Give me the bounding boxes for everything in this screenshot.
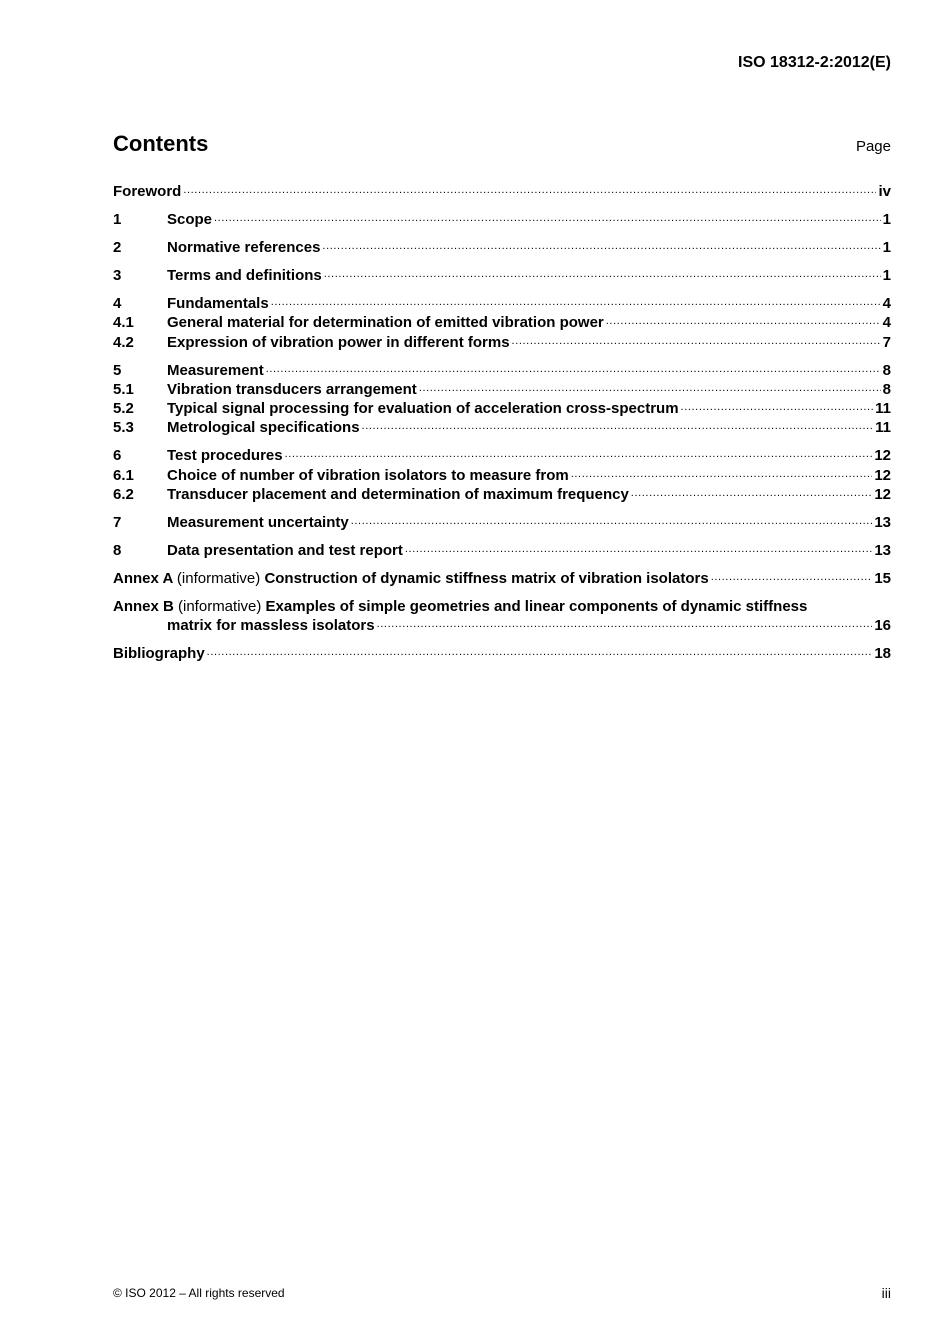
- copyright-notice: © ISO 2012 – All rights reserved: [113, 1286, 285, 1300]
- toc-entry[interactable]: [113, 182, 891, 201]
- toc-entry-number: 5: [113, 361, 122, 379]
- toc-entry-title: Vibration transducers arrangement: [167, 380, 417, 398]
- toc-entry[interactable]: [113, 380, 891, 399]
- toc-entry[interactable]: [113, 418, 891, 437]
- toc-entry-title: Expression of vibration power in different forms: [167, 333, 510, 351]
- dot-leader: [377, 618, 873, 630]
- toc-entry-number: 7: [113, 513, 122, 531]
- toc-entry-title: Foreword: [113, 183, 182, 200]
- toc-entry-page: 12: [874, 485, 891, 503]
- toc-entry[interactable]: [113, 513, 891, 532]
- toc-entry-title: Normative references: [167, 238, 321, 256]
- toc-entry-page: 4: [882, 294, 891, 312]
- toc-entry[interactable]: [113, 466, 891, 485]
- toc-entry[interactable]: [113, 333, 891, 352]
- toc-entry-number: 4.2: [113, 333, 134, 351]
- annex-label: Annex B: [113, 597, 174, 615]
- toc-entry-title: Measurement uncertainty: [167, 513, 349, 531]
- dot-leader: [405, 543, 872, 555]
- toc-entry-title: Fundamentals: [167, 294, 269, 312]
- toc-entry-number: 6.2: [113, 485, 134, 503]
- dot-leader: [362, 420, 874, 432]
- toc-entry-title: Transducer placement and determination of maximum frequency: [167, 485, 629, 503]
- toc-entry-page: 1: [882, 266, 891, 284]
- toc-entry[interactable]: [113, 210, 891, 229]
- toc-entry-bibliography[interactable]: [113, 644, 891, 663]
- toc-entry-page: 1: [882, 210, 891, 228]
- toc-entry-number: 1: [113, 210, 122, 228]
- toc-entry-page: 8: [882, 361, 891, 379]
- toc-entry-page: 18: [874, 645, 891, 663]
- annex-title: Examples of simple geometries and linear components of dynamic stiffness: [265, 597, 808, 615]
- toc-entry-title: Scope: [167, 210, 213, 228]
- toc-entry-page: 13: [874, 513, 891, 531]
- dot-leader: [711, 571, 873, 583]
- annex-second-line: [113, 616, 891, 635]
- contents-header: [113, 131, 891, 161]
- dot-leader: [512, 335, 881, 347]
- toc-entry[interactable]: [113, 313, 891, 332]
- toc-entry-title: Test procedures: [167, 447, 283, 465]
- toc-entry[interactable]: [113, 294, 891, 313]
- toc-entry-number: 5.3: [113, 419, 134, 437]
- toc-entry[interactable]: [113, 446, 891, 465]
- dot-leader: [681, 401, 874, 413]
- toc-entry-page: 1: [882, 238, 891, 256]
- toc-entry-page: 12: [874, 447, 891, 465]
- dot-leader: [571, 468, 873, 480]
- document-id: ISO 18312-2:2012(E): [738, 54, 891, 71]
- toc-entry-title: Measurement: [167, 361, 264, 379]
- dot-leader: [324, 268, 881, 280]
- toc-entry-page: 8: [882, 380, 891, 398]
- toc-entry-page: 4: [882, 314, 891, 332]
- dot-leader: [606, 315, 881, 327]
- toc-entry-page: 15: [874, 569, 891, 587]
- dot-leader: [214, 212, 881, 224]
- toc-entry-page: iv: [878, 183, 891, 200]
- toc-entry-number: 8: [113, 541, 122, 559]
- toc-entry-title: [113, 569, 709, 588]
- toc-entry-number: 6.1: [113, 466, 134, 484]
- page-column-label: Page: [855, 138, 891, 155]
- annex-title-continued: matrix for massless isolators: [167, 617, 375, 635]
- dot-leader: [285, 448, 873, 460]
- toc-entry-title: Typical signal processing for evaluation of acceleration cross-spectrum: [167, 400, 679, 418]
- page-title: Contents: [113, 131, 209, 156]
- toc-entry-number: 5.1: [113, 380, 134, 398]
- toc-entry-title: Terms and definitions: [167, 266, 322, 284]
- toc-entry[interactable]: [113, 266, 891, 285]
- toc-entry-annex-a[interactable]: [113, 569, 891, 588]
- annex-first-line: [113, 597, 891, 616]
- annex-kind: (informative): [176, 569, 261, 587]
- dot-leader: [631, 487, 873, 499]
- dot-leader: [271, 296, 881, 308]
- toc-entry-title: General material for determination of emitted vibration power: [167, 314, 604, 332]
- dot-leader: [207, 646, 873, 658]
- dot-leader: [183, 184, 876, 196]
- dot-leader: [419, 382, 881, 394]
- toc-entry-number: 3: [113, 266, 122, 284]
- toc-entry-page: 13: [874, 541, 891, 559]
- dot-leader: [266, 363, 881, 375]
- toc-entry[interactable]: [113, 485, 891, 504]
- toc-entry-number: 4.1: [113, 314, 134, 332]
- toc-entry-page: 11: [875, 400, 891, 418]
- toc-entry[interactable]: [113, 541, 891, 560]
- table-of-contents: [113, 182, 891, 664]
- annex-kind: (informative): [178, 597, 262, 615]
- toc-entry[interactable]: [113, 238, 891, 257]
- toc-entry-page: 12: [874, 466, 891, 484]
- toc-entry-page: 11: [875, 419, 891, 437]
- toc-entry-number: 2: [113, 238, 122, 256]
- annex-label: Annex A: [113, 569, 173, 587]
- toc-entry-page: 7: [882, 333, 891, 351]
- toc-entry-number: 4: [113, 294, 122, 312]
- toc-entry[interactable]: [113, 399, 891, 418]
- toc-entry-page: 16: [874, 617, 891, 635]
- page-number: iii: [881, 1285, 891, 1301]
- dot-leader: [351, 515, 873, 527]
- toc-entry-number: 6: [113, 447, 122, 465]
- toc-entry[interactable]: [113, 361, 891, 380]
- toc-entry-title: Choice of number of vibration isolators to measure from: [167, 466, 569, 484]
- dot-leader: [322, 240, 880, 252]
- toc-entry-title: Bibliography: [113, 645, 205, 663]
- toc-entry-number: 5.2: [113, 400, 134, 418]
- toc-entry-title: Data presentation and test report: [167, 541, 403, 559]
- annex-title: Construction of dynamic stiffness matrix of vibration isolators: [264, 569, 709, 587]
- toc-entry-title: Metrological specifications: [167, 419, 360, 437]
- toc-entry-annex-b[interactable]: [113, 597, 891, 636]
